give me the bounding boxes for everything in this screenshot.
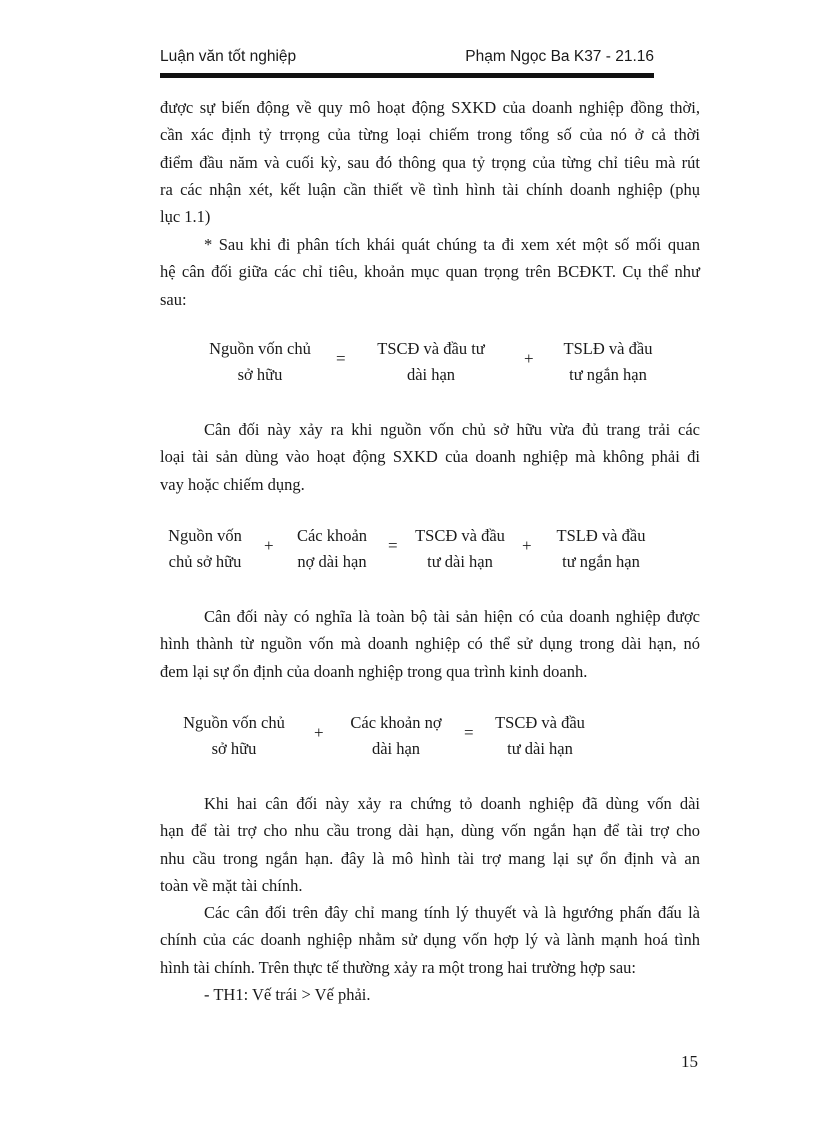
equation-term: TSCĐ và đầu tư dài hạn xyxy=(377,339,485,384)
equals-sign: = xyxy=(388,536,398,555)
text-line: Cân đối này xảy ra khi nguồn vốn chủ sở hữu vừa đủ trang trải các xyxy=(204,420,700,439)
text-line: lục 1.1) xyxy=(160,207,211,227)
text-line: chính của các doanh nghiệp nhằm sử dụng vốn hợp lý và lành mạnh hoá tình xyxy=(160,930,700,950)
text-line: loại tài sản dùng vào hoạt động SXKD của doanh nghiệp mà không phải đi xyxy=(160,447,700,467)
text-line: được sự biến động về quy mô hoạt động SXKD của doanh nghiệp đồng thời, xyxy=(160,98,700,117)
equation-3 xyxy=(0,710,816,766)
paragraph-2 xyxy=(160,231,700,313)
text-line: Khi hai cân đối này xảy ra chứng tỏ doanh nghiệp đã dùng vốn dài xyxy=(204,794,700,813)
text-line: - TH1: Vế trái > Vế phải. xyxy=(204,985,371,1004)
paragraph-3 xyxy=(160,416,700,498)
equation-term: Nguồn vốn chủ sở hữu xyxy=(168,526,242,571)
plus-sign: + xyxy=(314,723,324,742)
text-line: vay hoặc chiếm dụng. xyxy=(160,474,305,494)
page-number: 15 xyxy=(681,1052,698,1071)
equation-term: Các khoản nợ dài hạn xyxy=(350,713,442,758)
text-line: cần xác định tỷ trrọng của từng loại chiếm trong tổng số của nó ở cả thời xyxy=(160,125,700,145)
header-author: Phạm Ngọc Ba K37 - 21.16 xyxy=(465,48,654,65)
text-line: toàn về mặt tài chính. xyxy=(160,875,303,895)
equation-term: Nguồn vốn chủ sở hữu xyxy=(209,339,311,384)
equals-sign: = xyxy=(336,349,346,368)
text-line: sau: xyxy=(160,289,187,309)
equation-term: Nguồn vốn chủ sở hữu xyxy=(183,713,285,758)
text-line: hệ cân đối giữa các chỉ tiêu, khoản mục quan trọng trên BCĐKT. Cụ thể như xyxy=(160,262,700,282)
paragraph-1 xyxy=(160,94,700,230)
text-line: ra các nhận xét, kết luận cần thiết về tình hình tài chính doanh nghiệp (phụ xyxy=(160,179,700,199)
paragraph-4 xyxy=(160,603,700,685)
page-header xyxy=(160,46,654,70)
text-line: nhu cầu trong ngắn hạn. đây là mô hình tài trợ mang lại sự ổn định và an xyxy=(160,848,700,868)
equation-2 xyxy=(0,523,816,579)
equation-1 xyxy=(0,336,816,392)
text-line: hình tài chính. Trên thực tế thường xảy ra một trong hai trường hợp sau: xyxy=(160,957,636,977)
plus-sign: + xyxy=(264,536,274,555)
equation-term: TSLĐ và đầu tư ngắn hạn xyxy=(556,526,646,571)
equals-sign: = xyxy=(464,723,474,742)
header-rule xyxy=(160,73,654,78)
equation-term: TSLĐ và đầu tư ngắn hạn xyxy=(563,339,653,384)
paragraph-5 xyxy=(160,790,700,899)
equation-term: TSCĐ và đầu tư dài hạn xyxy=(495,713,585,758)
text-line: đem lại sự ổn định của doanh nghiệp trong qua trình kinh doanh. xyxy=(160,661,588,681)
equation-term: TSCĐ và đầu tư dài hạn xyxy=(415,526,505,571)
paragraph-7 xyxy=(160,981,700,1008)
text-line: hạn để tài trợ cho nhu cầu trong dài hạn, dùng vốn ngắn hạn để tài trợ cho xyxy=(160,821,700,841)
plus-sign: + xyxy=(524,349,534,368)
text-line: Các cân đối trên đây chỉ mang tính lý thuyết và là hgướng phấn đấu là xyxy=(204,903,700,922)
plus-sign: + xyxy=(522,536,532,555)
header-thesis-label: Luận văn tốt nghiệp xyxy=(160,48,297,65)
equation-term: Các khoản nợ dài hạn xyxy=(296,526,368,571)
paragraph-6 xyxy=(160,899,700,981)
text-line: * Sau khi đi phân tích khái quát chúng ta đi xem xét một số mối quan xyxy=(204,235,700,254)
text-line: điểm đầu năm và cuối kỳ, sau đó thông qua tỷ trọng của từng chỉ tiêu mà rút xyxy=(160,152,700,172)
text-line: hình thành từ nguồn vốn mà doanh nghiệp có thể sử dụng trong dài hạn, nó xyxy=(160,634,700,654)
text-line: Cân đối này có nghĩa là toàn bộ tài sản hiện có của doanh nghiệp được xyxy=(204,607,700,626)
